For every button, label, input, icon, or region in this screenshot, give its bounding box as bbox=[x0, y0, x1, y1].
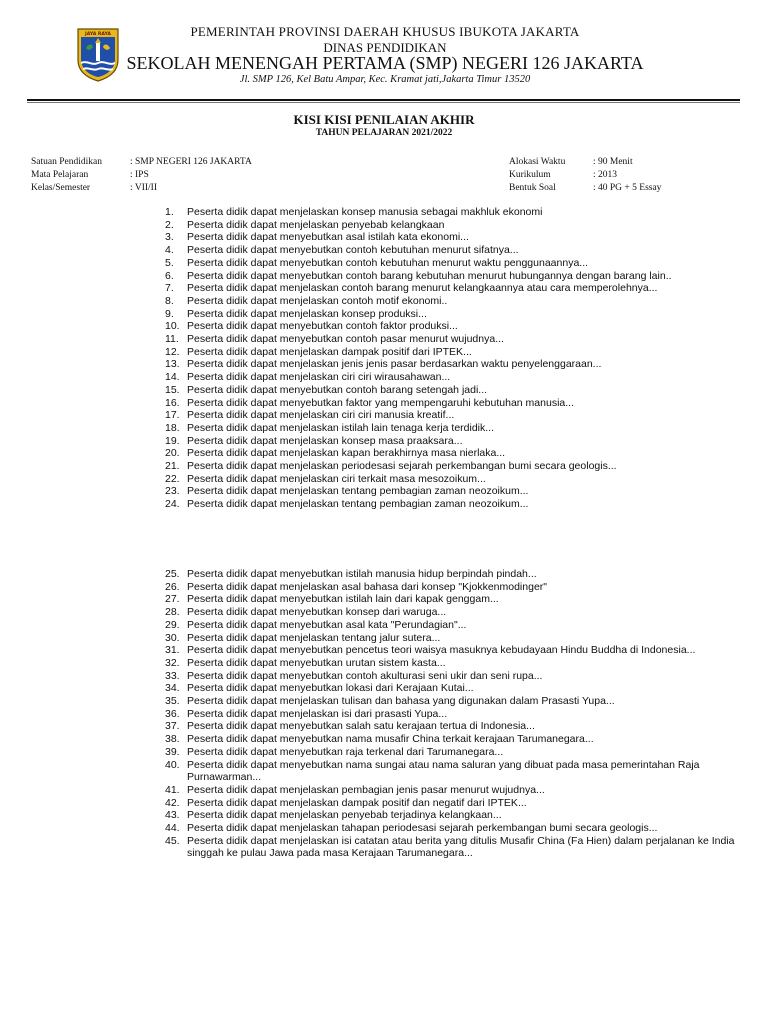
item-text: Peserta didik dapat menjelaskan isi dari prasasti Yupa... bbox=[187, 707, 448, 720]
item-text: Peserta didik dapat menjelaskan tulisan dan bahasa yang digunakan dalam Prasasti Yupa... bbox=[187, 695, 615, 708]
item-text: Peserta didik dapat menjelaskan konsep produksi... bbox=[187, 307, 427, 320]
list-item bbox=[165, 384, 745, 397]
item-text: Peserta didik dapat menjelaskan ciri ciri wirausahawan... bbox=[187, 371, 451, 384]
item-number: 27. bbox=[165, 593, 180, 606]
info-value: : 90 Menit bbox=[593, 157, 633, 167]
item-number: 28. bbox=[165, 606, 180, 619]
item-number: 10. bbox=[165, 320, 180, 333]
item-text: Peserta didik dapat menjelaskan penyebab kelangkaan bbox=[187, 218, 445, 231]
item-number: 6. bbox=[165, 269, 174, 282]
list-item bbox=[165, 295, 745, 308]
item-number: 4. bbox=[165, 244, 174, 257]
item-number: 19. bbox=[165, 434, 180, 447]
item-number: 15. bbox=[165, 383, 180, 396]
item-text: Peserta didik dapat menyebutkan lokasi dari Kerajaan Kutai... bbox=[187, 682, 474, 695]
header-address: Jl. SMP 126, Kel Batu Ampar, Kec. Kramat jati,Jakarta Timur 13520 bbox=[239, 74, 531, 85]
item-number: 16. bbox=[165, 396, 180, 409]
item-text: Peserta didik dapat menyebutkan contoh pasar menurut wujudnya... bbox=[187, 333, 504, 346]
list-item bbox=[165, 282, 745, 295]
item-number: 37. bbox=[165, 720, 180, 733]
list-item bbox=[165, 720, 745, 733]
item-text: Peserta didik dapat menyebutkan contoh kebutuhan menurut sifatnya... bbox=[187, 244, 519, 257]
item-text: Peserta didik dapat menjelaskan isi catatan atau berita yang ditulis Musafir China (Fa Hien) dalam perjalanan ke India singgah ke pulau Jawa pada masa Kerajaan Tarumanegara... bbox=[187, 834, 735, 860]
list-item bbox=[165, 485, 745, 498]
list-item bbox=[165, 593, 745, 606]
list-item bbox=[165, 670, 745, 683]
list-item bbox=[165, 619, 745, 632]
item-number: 8. bbox=[165, 294, 174, 307]
item-number: 13. bbox=[165, 358, 180, 371]
item-text: Peserta didik dapat menjelaskan asal bahasa dari konsep "Kjokkenmodinger" bbox=[187, 580, 548, 593]
item-number: 11. bbox=[165, 333, 179, 346]
item-text: Peserta didik dapat menjelaskan ciri ciri manusia kreatif... bbox=[187, 409, 455, 422]
item-text: Peserta didik dapat menyebutkan istilah manusia hidup berpindah pindah... bbox=[187, 568, 537, 580]
item-text: Peserta didik dapat menyebutkan faktor yang mempengaruhi kebutuhan manusia... bbox=[187, 396, 574, 409]
info-value: : VII/II bbox=[130, 183, 157, 193]
list-item bbox=[165, 822, 745, 835]
item-text: Peserta didik dapat menjelaskan dampak positif dari IPTEK... bbox=[187, 345, 472, 358]
item-text: Peserta didik dapat menjelaskan konsep masa praaksara... bbox=[187, 434, 463, 447]
list-item bbox=[165, 206, 745, 219]
jakarta-emblem-logo bbox=[75, 26, 121, 82]
list-item bbox=[165, 397, 745, 410]
item-text: Peserta didik dapat menjelaskan istilah lain tenaga kerja terdidik... bbox=[187, 421, 495, 434]
item-number: 7. bbox=[165, 282, 174, 295]
item-text: Peserta didik dapat menyebutkan konsep dari waruga... bbox=[187, 606, 447, 619]
item-number: 12. bbox=[165, 345, 180, 358]
info-label: Bentuk Soal bbox=[509, 183, 556, 193]
item-number: 1. bbox=[165, 206, 174, 218]
item-number: 32. bbox=[165, 656, 180, 669]
item-text: Peserta didik dapat menjelaskan tentang pembagian zaman neozoikum... bbox=[187, 498, 529, 511]
item-number: 14. bbox=[165, 371, 180, 384]
item-text: Peserta didik dapat menjelaskan dampak positif dan negatif dari IPTEK... bbox=[187, 796, 527, 809]
item-text: Peserta didik dapat menjelaskan contoh barang menurut kelangkaannya atau cara memperolehnya... bbox=[187, 282, 658, 295]
item-text: Peserta didik dapat menjelaskan jenis jenis pasar berdasarkan waktu penyelenggaraan... bbox=[187, 358, 602, 371]
indicator-list-part-1 bbox=[165, 206, 745, 511]
list-item bbox=[165, 270, 745, 283]
list-item bbox=[165, 320, 745, 333]
list-item bbox=[165, 632, 745, 645]
list-item bbox=[165, 581, 745, 594]
list-item bbox=[165, 346, 745, 359]
item-number: 39. bbox=[165, 745, 180, 758]
item-text: Peserta didik dapat menjelaskan penyebab terjadinya kelangkaan... bbox=[187, 809, 502, 822]
list-item bbox=[165, 759, 745, 784]
item-number: 43. bbox=[165, 809, 180, 822]
info-label: Kelas/Semester bbox=[31, 183, 91, 193]
list-item bbox=[165, 568, 745, 581]
item-text: Peserta didik dapat menjelaskan pembagian jenis pasar menurut wujudnya... bbox=[187, 783, 545, 796]
info-right-labels bbox=[509, 156, 565, 195]
item-text: Peserta didik dapat menyebutkan contoh akulturasi seni ukir dan seni rupa... bbox=[187, 669, 543, 682]
item-number: 26. bbox=[165, 580, 180, 593]
item-number: 42. bbox=[165, 796, 180, 809]
item-text: Peserta didik dapat menyebutkan contoh faktor produksi... bbox=[187, 320, 458, 333]
list-item bbox=[165, 809, 745, 822]
item-number: 17. bbox=[165, 409, 180, 422]
item-number: 31. bbox=[165, 644, 180, 657]
list-item bbox=[165, 447, 745, 460]
item-text: Peserta didik dapat menyebutkan nama sungai atau nama saluran yang dibuat pada masa pemerintahan Raja Purnawarman... bbox=[187, 758, 700, 784]
item-text: Peserta didik dapat menjelaskan contoh motif ekonomi.. bbox=[187, 294, 448, 307]
info-value: : SMP NEGERI 126 JAKARTA bbox=[130, 157, 252, 167]
logo-caption: JAYA RAYA bbox=[85, 32, 111, 37]
info-label: Satuan Pendidikan bbox=[31, 157, 102, 167]
item-number: 30. bbox=[165, 631, 180, 644]
item-number: 44. bbox=[165, 822, 180, 835]
list-item bbox=[165, 422, 745, 435]
item-text: Peserta didik dapat menjelaskan tahapan periodesasi sejarah perkembangan bumi secara geologis... bbox=[187, 822, 658, 835]
item-number: 36. bbox=[165, 707, 180, 720]
list-item bbox=[165, 733, 745, 746]
item-text: Peserta didik dapat menjelaskan konsep manusia sebagai makhluk ekonomi bbox=[187, 206, 543, 218]
list-item bbox=[165, 308, 745, 321]
item-number: 2. bbox=[165, 218, 174, 231]
letterhead-rule-thin bbox=[27, 102, 740, 103]
list-item bbox=[165, 606, 745, 619]
item-text: Peserta didik dapat menyebutkan asal istilah kata ekonomi... bbox=[187, 231, 469, 244]
list-item bbox=[165, 746, 745, 759]
list-item bbox=[165, 498, 745, 511]
item-text: Peserta didik dapat menjelaskan ciri terkait masa mesozoikum... bbox=[187, 472, 486, 485]
item-number: 20. bbox=[165, 447, 180, 460]
list-item bbox=[165, 371, 745, 384]
list-item bbox=[165, 695, 745, 708]
list-item bbox=[165, 460, 745, 473]
info-value: : 2013 bbox=[593, 170, 618, 180]
info-value: : IPS bbox=[130, 170, 149, 180]
header-department: DINAS PENDIDIKAN bbox=[323, 40, 447, 55]
item-number: 3. bbox=[165, 231, 174, 244]
header-government: PEMERINTAH PROVINSI DAERAH KHUSUS IBUKOTA JAKARTA bbox=[190, 24, 580, 39]
item-text: Peserta didik dapat menyebutkan istilah lain dari kapak genggam... bbox=[187, 593, 499, 606]
document-year: TAHUN PELAJARAN 2021/2022 bbox=[315, 128, 453, 138]
item-number: 33. bbox=[165, 669, 180, 682]
item-number: 34. bbox=[165, 682, 180, 695]
item-text: Peserta didik dapat menyebutkan urutan sistem kasta... bbox=[187, 656, 446, 669]
item-number: 29. bbox=[165, 618, 180, 631]
list-item bbox=[165, 797, 745, 810]
item-number: 18. bbox=[165, 421, 180, 434]
info-value: : 40 PG + 5 Essay bbox=[593, 183, 662, 193]
item-number: 22. bbox=[165, 472, 180, 485]
indicator-list-part-2 bbox=[165, 568, 745, 860]
list-item bbox=[165, 784, 745, 797]
info-left-values bbox=[130, 156, 252, 195]
info-left-labels bbox=[31, 156, 102, 195]
item-text: Peserta didik dapat menjelaskan tentang pembagian zaman neozoikum... bbox=[187, 485, 529, 498]
document-title: KISI KISI PENILAIAN AKHIR bbox=[293, 112, 475, 127]
item-text: Peserta didik dapat menyebutkan nama musafir China terkait kerajaan Tarumanegara... bbox=[187, 733, 594, 746]
item-number: 21. bbox=[165, 460, 180, 473]
list-item bbox=[165, 257, 745, 270]
item-text: Peserta didik dapat menjelaskan kapan berakhirnya masa nierlaka... bbox=[187, 447, 506, 460]
item-text: Peserta didik dapat menyebutkan asal kata "Perundagian"... bbox=[187, 618, 467, 631]
list-item bbox=[165, 473, 745, 486]
list-item bbox=[165, 835, 745, 860]
item-number: 5. bbox=[165, 256, 174, 269]
item-number: 40. bbox=[165, 758, 180, 771]
item-text: Peserta didik dapat menyebutkan contoh barang kebutuhan menurut hubungannya dengan barang lain.. bbox=[187, 269, 672, 282]
list-item bbox=[165, 333, 745, 346]
list-item bbox=[165, 358, 745, 371]
item-number: 25. bbox=[165, 568, 180, 580]
item-number: 9. bbox=[165, 307, 174, 320]
info-right-values bbox=[593, 156, 661, 195]
info-label: Mata Pelajaran bbox=[31, 170, 89, 180]
item-text: Peserta didik dapat menjelaskan periodesasi sejarah perkembangan bumi secara geologis... bbox=[187, 460, 617, 473]
item-number: 24. bbox=[165, 498, 180, 511]
info-label: Kurikulum bbox=[509, 170, 551, 180]
list-item bbox=[165, 409, 745, 422]
list-item bbox=[165, 708, 745, 721]
item-text: Peserta didik dapat menyebutkan raja terkenal dari Tarumanegara... bbox=[187, 745, 504, 758]
item-text: Peserta didik dapat menjelaskan tentang jalur sutera... bbox=[187, 631, 441, 644]
list-item bbox=[165, 657, 745, 670]
item-number: 41. bbox=[165, 783, 180, 796]
item-text: Peserta didik dapat menyebutkan contoh barang setengah jadi... bbox=[187, 383, 488, 396]
list-item bbox=[165, 682, 745, 695]
item-number: 38. bbox=[165, 733, 180, 746]
info-label: Alokasi Waktu bbox=[509, 157, 566, 167]
item-number: 45. bbox=[165, 834, 180, 847]
item-text: Peserta didik dapat menyebutkan pencetus teori waisya masuknya kebudayaan Hindu Buddha di Indonesia... bbox=[187, 644, 696, 657]
list-item bbox=[165, 435, 745, 448]
item-number: 35. bbox=[165, 695, 180, 708]
item-text: Peserta didik dapat menyebutkan salah satu kerajaan tertua di Indonesia... bbox=[187, 720, 535, 733]
list-item bbox=[165, 244, 745, 257]
item-number: 23. bbox=[165, 485, 180, 498]
letterhead-rule-thick bbox=[27, 99, 740, 101]
item-text: Peserta didik dapat menyebutkan contoh kebutuhan menurut waktu penggunaannya... bbox=[187, 256, 589, 269]
list-item bbox=[165, 644, 745, 657]
list-item bbox=[165, 231, 745, 244]
header-school-name: SEKOLAH MENENGAH PERTAMA (SMP) NEGERI 126 JAKARTA bbox=[126, 53, 644, 73]
list-item bbox=[165, 219, 745, 232]
